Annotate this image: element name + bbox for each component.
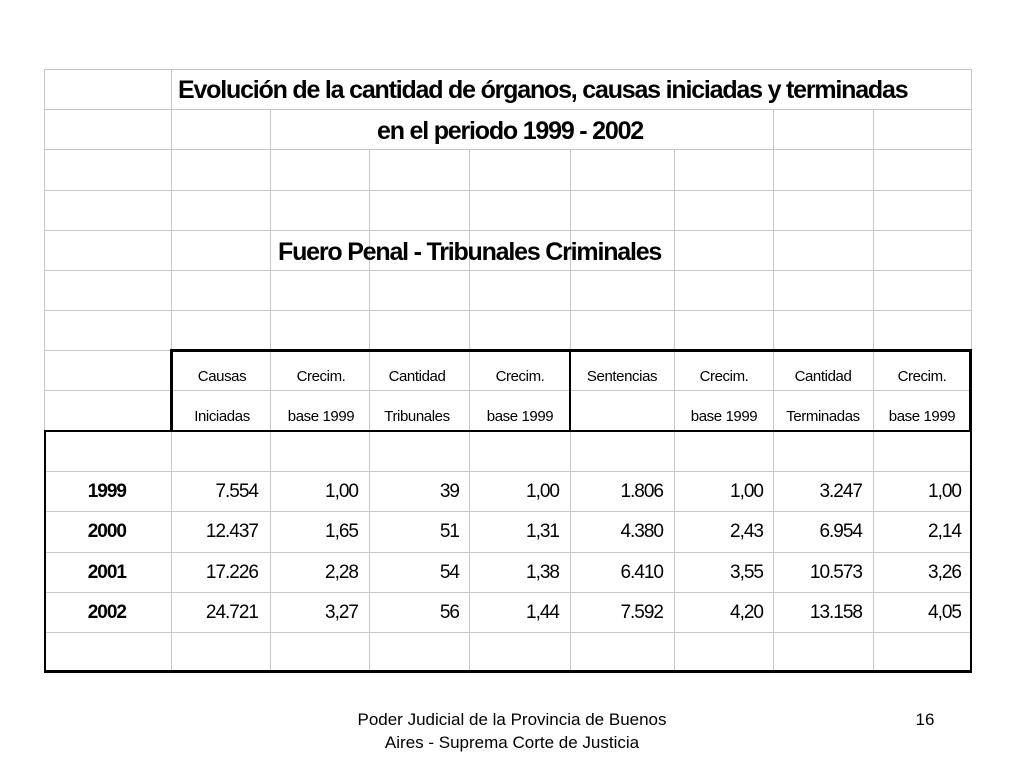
table-cell: 6.410 xyxy=(620,562,663,583)
table-cell: 4,05 xyxy=(928,602,961,623)
section-title: Fuero Penal - Tribunales Criminales xyxy=(278,237,662,266)
footer-text: Poder Judicial de la Provincia de Buenos Aires - Suprema Corte de Justicia xyxy=(357,710,667,752)
table-cell: 6.954 xyxy=(819,521,862,542)
table-cell: 7.592 xyxy=(620,602,663,623)
table-cell: 24.721 xyxy=(205,602,258,623)
header-crecim-sentencias-sub: base 1999 xyxy=(690,407,758,425)
header-cantidad-tribunales: Cantidad xyxy=(388,367,446,385)
table-cell: 51 xyxy=(439,521,459,542)
table-cell: 1,00 xyxy=(526,481,559,502)
table-cell: 1,00 xyxy=(325,481,358,502)
header-crecim-terminadas-sub: base 1999 xyxy=(888,407,956,425)
gridline xyxy=(44,270,972,271)
table-cell: 1,31 xyxy=(526,521,559,542)
data-border-bottom xyxy=(44,670,972,673)
gridline xyxy=(44,552,972,553)
row-year: 2001 xyxy=(87,562,126,583)
table-cell: 2,14 xyxy=(928,521,961,542)
header-causas-iniciadas-sub: Iniciadas xyxy=(194,407,250,425)
title-line-2: en el periodo 1999 - 2002 xyxy=(377,116,643,145)
header-causas-iniciadas: Causas xyxy=(197,367,247,385)
gridline xyxy=(44,230,972,231)
spreadsheet-table xyxy=(44,69,972,673)
header-crecim-terminadas: Crecim. xyxy=(897,367,947,385)
table-cell: 17.226 xyxy=(205,562,258,583)
table-cell: 1,44 xyxy=(526,602,559,623)
row-year: 1999 xyxy=(87,481,126,502)
header-border-top xyxy=(171,349,972,352)
data-border-right xyxy=(970,430,972,673)
header-sentencias: Sentencias xyxy=(586,367,658,385)
gridline xyxy=(44,149,972,150)
header-crecim-causas: Crecim. xyxy=(296,367,346,385)
table-cell: 4,20 xyxy=(730,602,763,623)
header-crecim-tribunales-sub: base 1999 xyxy=(486,407,554,425)
header-cantidad-terminadas: Cantidad xyxy=(794,367,852,385)
page-number: 16 xyxy=(915,710,935,729)
table-cell: 3,26 xyxy=(928,562,961,583)
table-cell: 1,00 xyxy=(928,481,961,502)
data-border-left xyxy=(44,430,46,673)
table-cell: 4.380 xyxy=(620,521,663,542)
header-crecim-sentencias: Crecim. xyxy=(699,367,749,385)
gridline xyxy=(44,69,972,70)
table-cell: 1,38 xyxy=(526,562,559,583)
table-cell: 7.554 xyxy=(215,481,258,502)
gridline xyxy=(44,190,972,191)
table-cell: 2,43 xyxy=(730,521,763,542)
table-cell: 2,28 xyxy=(325,562,358,583)
gridline xyxy=(44,592,972,593)
gridline xyxy=(44,632,972,633)
header-cantidad-tribunales-sub: Tribunales xyxy=(384,407,450,425)
table-cell: 1.806 xyxy=(620,481,663,502)
table-cell: 39 xyxy=(439,481,459,502)
header-sentencias-sub xyxy=(571,399,673,433)
row-year: 2000 xyxy=(87,521,126,542)
table-cell: 13.158 xyxy=(809,602,862,623)
gridline xyxy=(44,310,972,311)
table-cell: 56 xyxy=(439,602,459,623)
table-cell: 1,00 xyxy=(730,481,763,502)
table-cell: 1,65 xyxy=(325,521,358,542)
table-cell: 3,55 xyxy=(730,562,763,583)
table-cell: 3.247 xyxy=(819,481,862,502)
gridline xyxy=(44,471,972,472)
table-cell: 12.437 xyxy=(205,521,258,542)
header-cantidad-terminadas-sub: Terminadas xyxy=(786,407,860,425)
table-cell: 10.573 xyxy=(809,562,862,583)
header-crecim-tribunales: Crecim. xyxy=(495,367,545,385)
table-cell: 54 xyxy=(439,562,459,583)
gridline xyxy=(44,511,972,512)
header-crecim-causas-sub: base 1999 xyxy=(287,407,355,425)
row-year: 2002 xyxy=(87,602,126,623)
gridline xyxy=(44,109,972,110)
title-line-1: Evolución de la cantidad de órganos, causas iniciadas y terminadas xyxy=(178,75,908,104)
table-cell: 3,27 xyxy=(325,602,358,623)
